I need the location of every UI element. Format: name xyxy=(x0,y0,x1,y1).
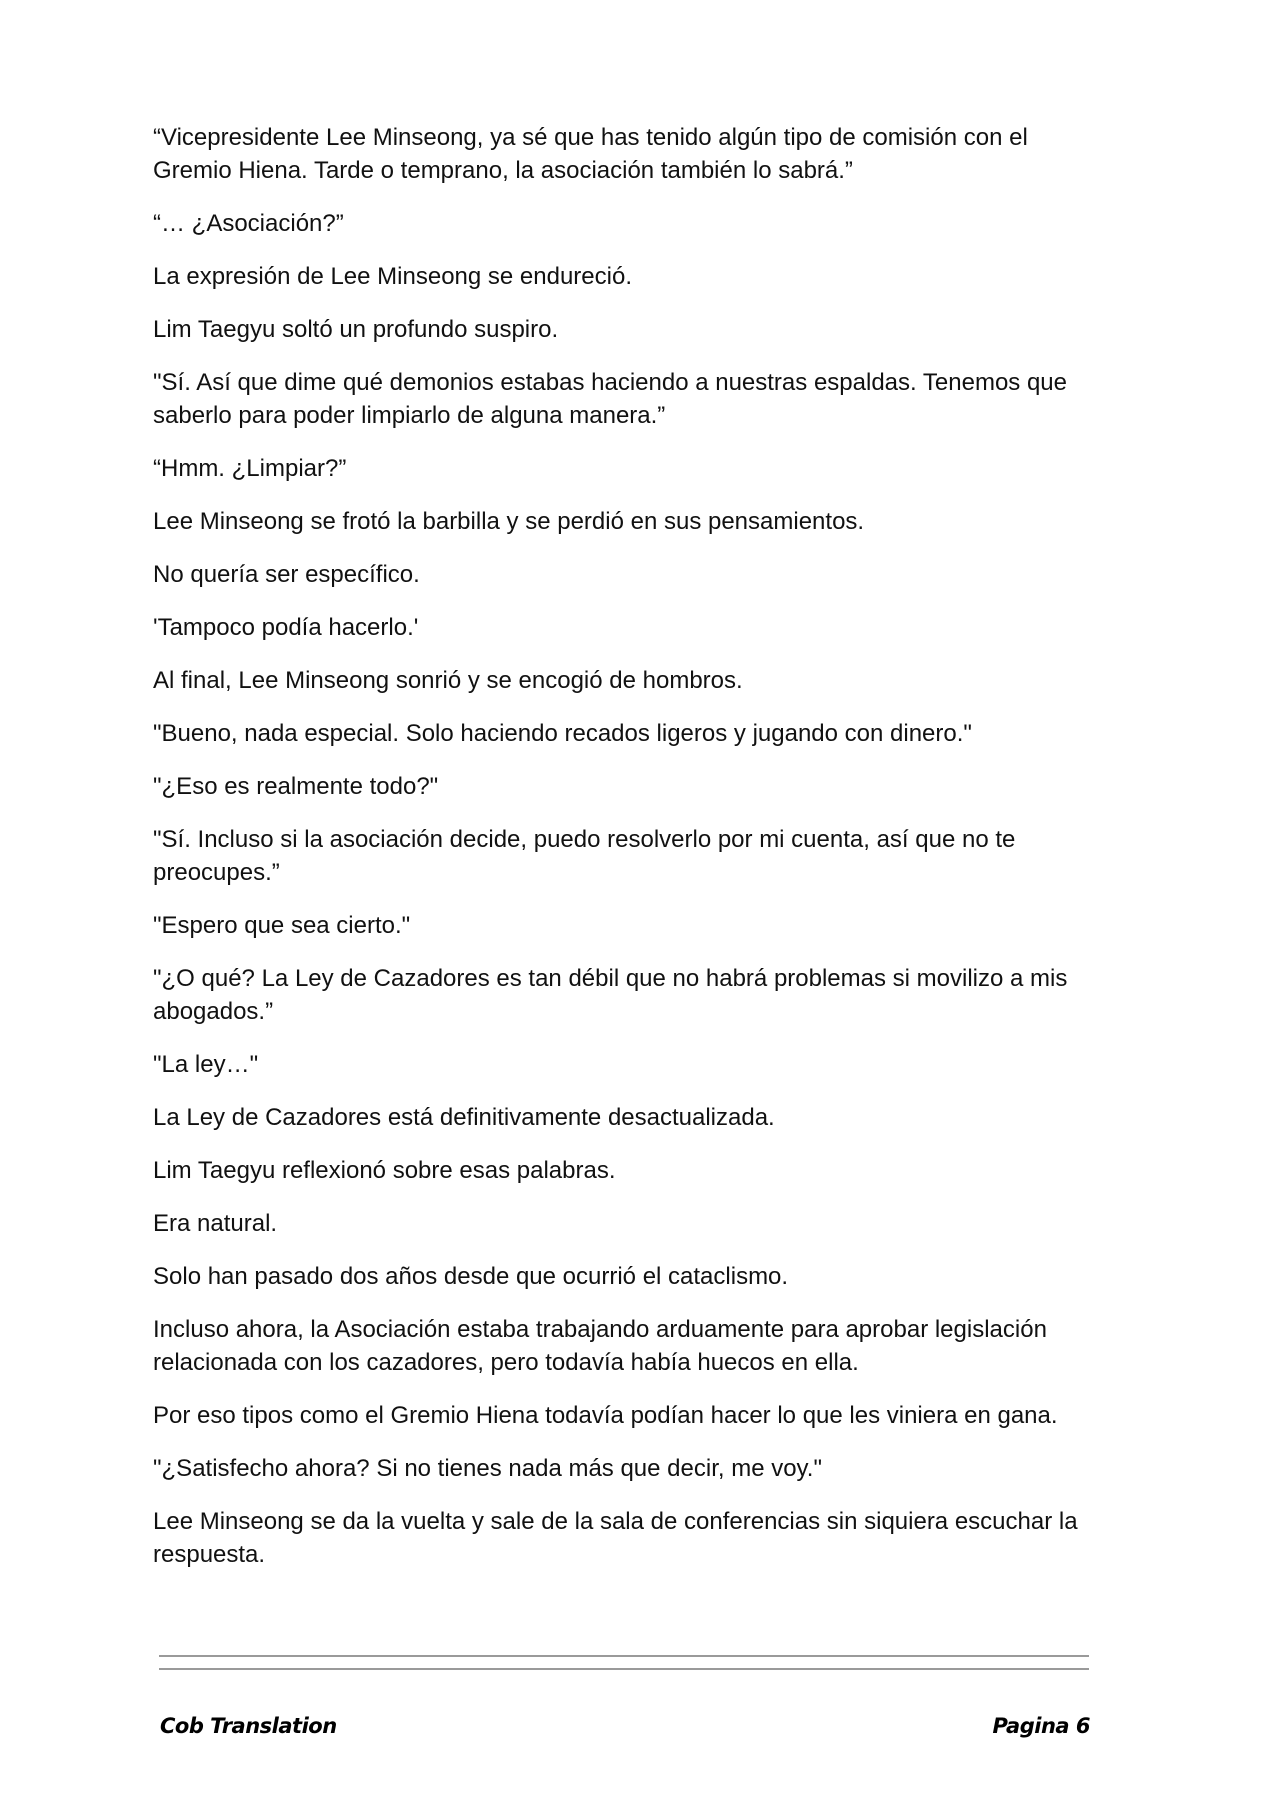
paragraph: Lim Taegyu reflexionó sobre esas palabras. xyxy=(153,1157,616,1184)
paragraph: Por eso tipos como el Gremio Hiena todavía podían hacer lo que les viniera en gana. xyxy=(153,1402,1058,1429)
paragraph: "Sí. Incluso si la asociación decide, puedo resolverlo por mi cuenta, así que no te preocupes.” xyxy=(153,826,1016,886)
paragraph: "La ley…" xyxy=(153,1051,259,1078)
body-text xyxy=(153,121,1113,1591)
paragraph: Era natural. xyxy=(153,1210,278,1237)
paragraph: “Vicepresidente Lee Minseong, ya sé que has tenido algún tipo de comisión con el Gremio Hiena. Tarde o temprano, la asociación también lo sabrá.” xyxy=(153,124,1028,184)
paragraph: Lee Minseong se frotó la barbilla y se perdió en sus pensamientos. xyxy=(153,508,865,535)
paragraph: Lee Minseong se da la vuelta y sale de la sala de conferencias sin siquiera escuchar la respuesta. xyxy=(153,1508,1078,1568)
paragraph: "Sí. Así que dime qué demonios estabas haciendo a nuestras espaldas. Tenemos que saberlo para poder limpiarlo de alguna manera.” xyxy=(153,369,1068,429)
paragraph: "¿O qué? La Ley de Cazadores es tan débil que no habrá problemas si movilizo a mis abogados.” xyxy=(153,965,1068,1025)
paragraph: "Bueno, nada especial. Solo haciendo recados ligeros y jugando con dinero." xyxy=(153,720,972,747)
paragraph: "Espero que sea cierto." xyxy=(153,912,411,939)
paragraph: No quería ser específico. xyxy=(153,561,420,588)
footer-divider-bottom xyxy=(159,1668,1089,1670)
paragraph: 'Tampoco podía hacerlo.' xyxy=(153,614,419,641)
paragraph: Lim Taegyu soltó un profundo suspiro. xyxy=(153,316,559,343)
paragraph: “… ¿Asociación?” xyxy=(153,210,344,237)
paragraph: "¿Eso es realmente todo?" xyxy=(153,773,439,800)
paragraph: "¿Satisfecho ahora? Si no tienes nada más que decir, me voy." xyxy=(153,1455,822,1482)
footer-divider-top xyxy=(159,1655,1089,1657)
paragraph: La expresión de Lee Minseong se endureció. xyxy=(153,263,632,290)
footer-page-number: Pagina 6 xyxy=(992,1714,1090,1738)
paragraph: Al final, Lee Minseong sonrió y se encogió de hombros. xyxy=(153,667,743,694)
footer-translator-credit: Cob Translation xyxy=(160,1714,337,1738)
paragraph: Solo han pasado dos años desde que ocurrió el cataclismo. xyxy=(153,1263,789,1290)
paragraph: “Hmm. ¿Limpiar?” xyxy=(153,455,347,482)
paragraph: La Ley de Cazadores está definitivamente desactualizada. xyxy=(153,1104,775,1131)
paragraph: Incluso ahora, la Asociación estaba trabajando arduamente para aprobar legislación relacionada con los cazadores, pero todavía había huecos en ella. xyxy=(153,1316,1047,1376)
